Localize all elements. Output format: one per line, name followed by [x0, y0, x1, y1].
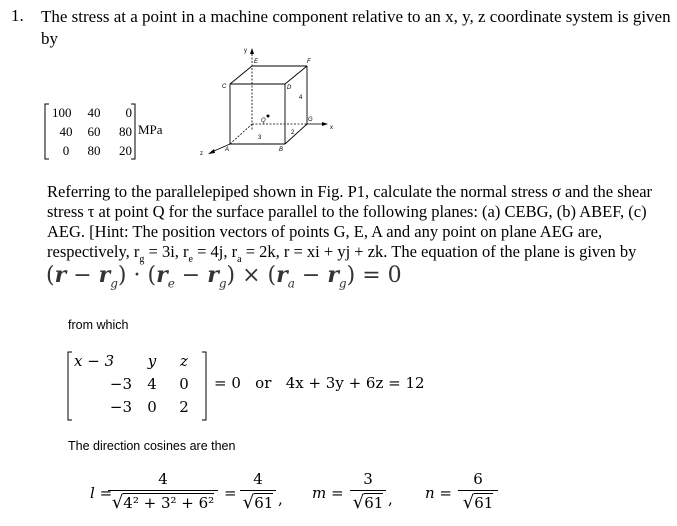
- matrix-cell: 40: [59, 124, 73, 139]
- eq-r: r: [327, 262, 339, 288]
- parallelepiped-figure: [195, 42, 340, 167]
- n-fraction: 6 √61: [458, 470, 498, 513]
- m-label: m =: [312, 484, 344, 502]
- label-d: D: [287, 85, 292, 91]
- label-b: B: [279, 147, 284, 153]
- stress-unit: MPa: [138, 122, 163, 137]
- det-cell: y: [147, 352, 157, 370]
- paragraph-text: = 4j, r: [192, 242, 238, 261]
- m-denominator: 61: [364, 494, 384, 512]
- l2-denominator: 61: [254, 494, 274, 512]
- edge: [230, 66, 252, 84]
- det-cell: x − 3: [74, 352, 115, 370]
- paragraph-text: = 3i, r: [144, 242, 189, 261]
- eq-r: r: [54, 262, 67, 288]
- det-cell: 2: [179, 398, 189, 416]
- edge: [285, 66, 307, 84]
- equals-sign: =: [224, 484, 237, 502]
- subscript-a: a: [237, 254, 242, 265]
- label-g: G: [308, 117, 313, 123]
- label-c: C: [222, 84, 227, 90]
- axis-y-label: y: [244, 48, 247, 54]
- l-fraction: 4 √4² + 3² + 6²: [108, 470, 218, 513]
- l2-fraction: 4 √61: [240, 470, 276, 513]
- paragraph-text: Referring to the parallelepiped shown in Fig. P1, calculate the normal stress σ and the shear stress τ at point Q for the surface parallel to the following planes: (a) CEBG, (b) ABEF, (c) AEG. [Hint: The position vectors of points G, E, A and any point on plane AEG are, respectively, r: [47, 182, 653, 261]
- paragraph-text: = 2k, r = xi + yj + zk. The equation of the plane is given by: [241, 242, 637, 261]
- det-cell: 4: [147, 375, 157, 393]
- comma: ,: [388, 490, 393, 508]
- question-number: 1.: [11, 6, 24, 25]
- comma: ,: [278, 490, 283, 508]
- det-cell: z: [180, 352, 188, 370]
- z-axis-arrow: [208, 149, 215, 154]
- label-dim-2: 2: [291, 130, 295, 136]
- from-which-label: from which: [68, 318, 129, 332]
- edge: [285, 124, 307, 144]
- determinant: [66, 350, 426, 424]
- determinant-result: = 0 or 4x + 3y + 6z = 12: [214, 374, 425, 392]
- eq-sub-g: g: [338, 276, 347, 291]
- matrix-cell: 0: [62, 143, 70, 158]
- m-fraction: 3 √61: [350, 470, 386, 513]
- eq-r: r: [276, 262, 288, 288]
- l2-numerator: 4: [253, 470, 263, 488]
- point-q: [267, 115, 270, 118]
- label-q: Q: [261, 118, 266, 124]
- direction-cosines: [90, 470, 670, 522]
- eq-r: r: [156, 262, 168, 288]
- l-denominator: 4² + 3² + 6²: [123, 494, 215, 512]
- label-e: E: [254, 59, 259, 65]
- eq-sub-g: g: [218, 276, 227, 291]
- x-axis-arrow: [322, 122, 328, 126]
- question-text: The stress at a point in a machine component relative to an x, y, z coordinate system is given by: [41, 7, 671, 48]
- matrix-cell: 20: [119, 143, 132, 158]
- subscript-g: g: [139, 254, 145, 265]
- axis-z-label: z: [200, 151, 203, 157]
- label-f: F: [307, 59, 311, 65]
- det-cell: 0: [147, 398, 157, 416]
- eq-r: r: [98, 262, 111, 288]
- eq-sub-e: e: [167, 276, 175, 291]
- label-dim-3: 3: [258, 135, 262, 141]
- matrix-cell: 100: [52, 105, 72, 120]
- stress-matrix: [44, 103, 174, 161]
- eq-sub-a: a: [287, 276, 295, 291]
- y-axis-arrow: [250, 48, 254, 54]
- label-a: A: [225, 147, 230, 153]
- det-cell: 0: [179, 375, 189, 393]
- eq-sub-g: g: [110, 276, 118, 291]
- n-numerator: 6: [473, 470, 483, 488]
- subscript-e: e: [188, 254, 193, 265]
- eq-r: r: [207, 262, 219, 288]
- label-dim-4: 4: [299, 95, 303, 101]
- axis-x-label: x: [330, 125, 333, 131]
- direction-cosines-label: The direction cosines are then: [68, 439, 236, 453]
- det-cell: −3: [109, 398, 132, 416]
- n-label: n =: [425, 484, 452, 502]
- m-numerator: 3: [363, 470, 373, 488]
- n-denominator: 61: [474, 494, 494, 512]
- hidden-edge: [230, 124, 252, 144]
- matrix-cell: 40: [87, 105, 101, 120]
- matrix-cell: 80: [119, 124, 132, 139]
- l-numerator: 4: [158, 470, 168, 488]
- problem-paragraph: [47, 182, 667, 265]
- matrix-cell: 80: [87, 143, 101, 158]
- plane-equation: $(r - r_g) \cdot (r_e - r_g) \times (r_a - r_g) = 0$: [46, 262, 402, 291]
- matrix-cell: 60: [87, 124, 101, 139]
- det-cell: −3: [109, 375, 132, 393]
- matrix-cell: 0: [125, 105, 132, 120]
- eq-equals-zero: = 0: [362, 263, 402, 288]
- l-label: l =: [90, 484, 113, 502]
